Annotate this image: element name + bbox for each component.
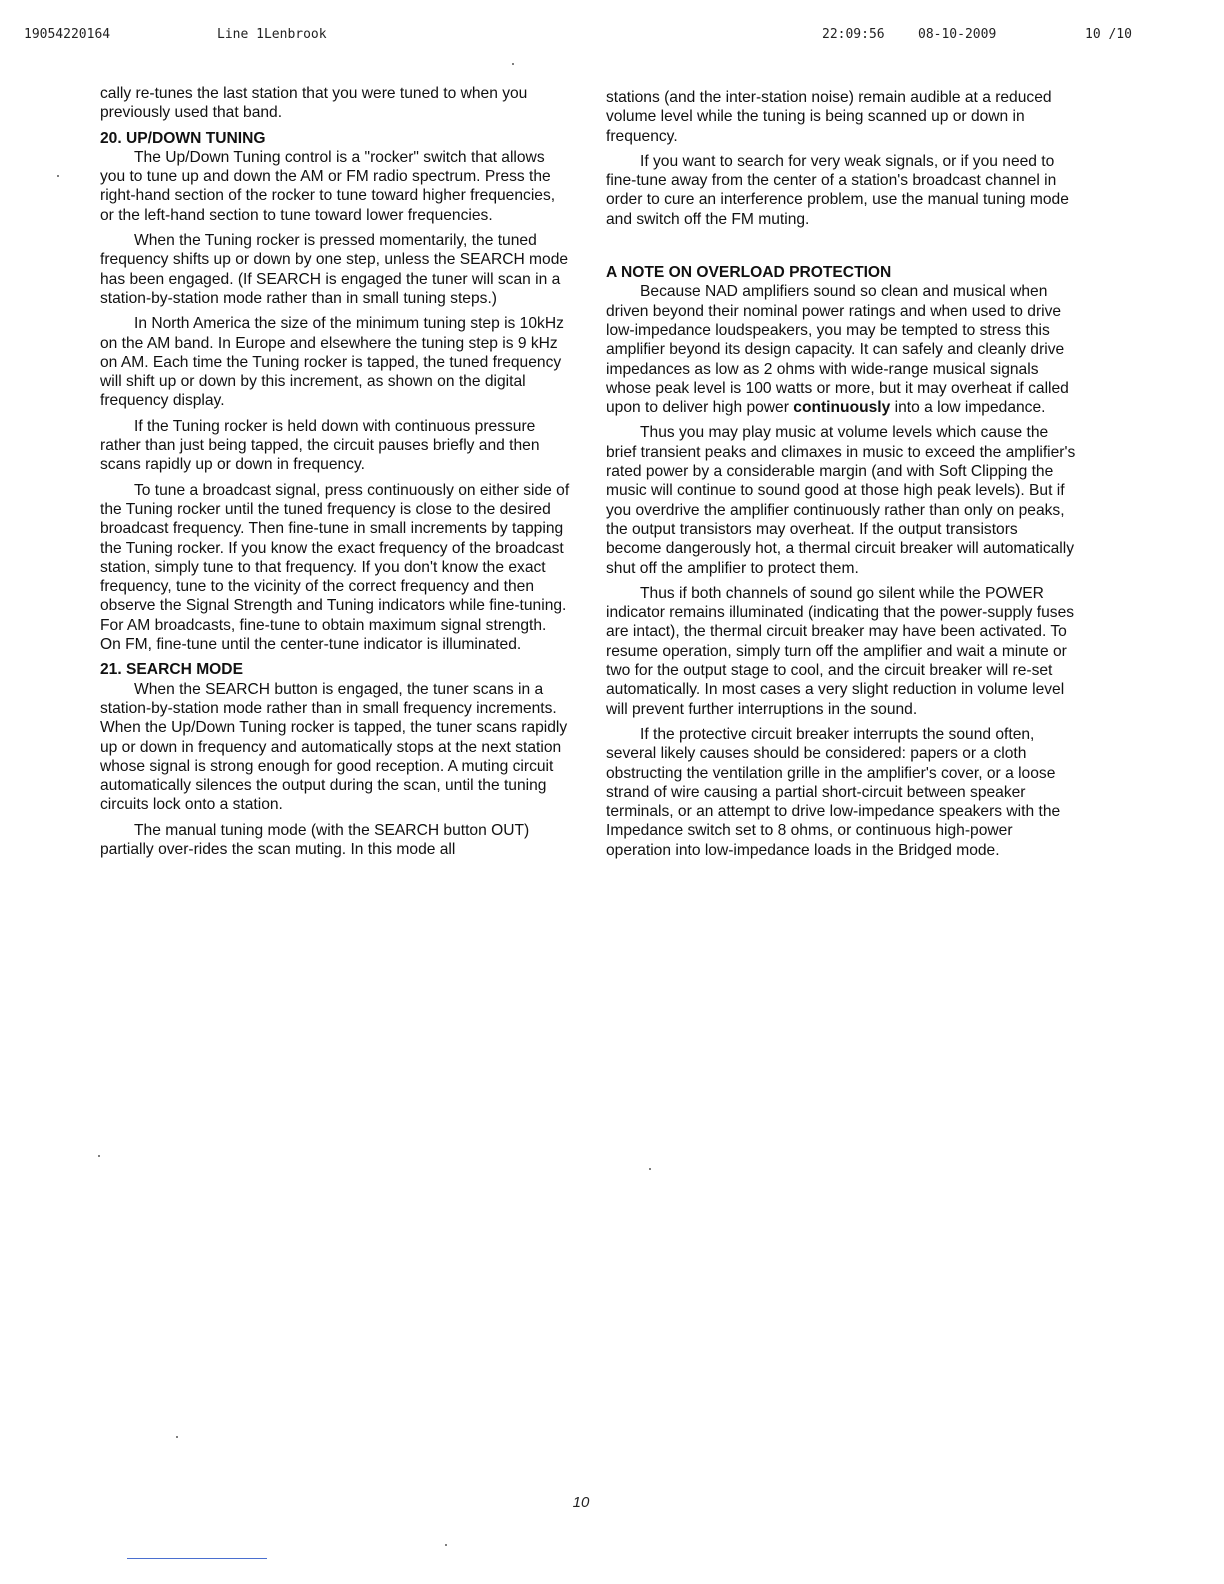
paragraph-overload-2: Thus you may play music at volume levels which cause the brief transient peaks and climaxes in music to exceed the amplifier's rated power by a considerable margin (and with Soft Clipping the music will continue to sound good at those high peak levels). But if you overdrive the amplifier continuously rather than only on peaks, the output transistors may overheat. If the output transistors become dangerously hot, a thermal circuit breaker will automatically shut off the amplifier to protect them. xyxy=(606,424,1076,577)
section-heading-overload-protection: A NOTE ON OVERLOAD PROTECTION xyxy=(606,264,892,282)
overload-1-text-start: Because NAD amplifiers sound so clean and musical when driven beyond their nominal power ratings and when used to drive low-impedance loudspeakers, you may be tempted to stress this amplifier beyond its design capacity. It can safely and cleanly drive impedances as low as 2 ohms with wide-range musical signals whose peak level is 100 watts or more, but it may overheat if called upon to deliver high power xyxy=(606,283,1069,417)
scan-speck xyxy=(98,1155,100,1157)
paragraph-up-down-5: To tune a broadcast signal, press continuously on either side of the Tuning rocker until the tuned frequency is close to the desired broadcast frequency. Then fine-tune in small increments by tapping the Tuning rocker. If you know the exact frequency of the broadcast station, simply tune to that frequency. If you don't know the exact frequency, tune to the vicinity of the correct frequency and then observe the Signal Strength and Tuning indicators while fine-tuning. For AM broadcasts, fine-tune to obtain maximum signal strength. On FM, fine-tune until the center-tune indicator is illuminated. xyxy=(100,481,570,654)
section-heading-search-mode: 21. SEARCH MODE xyxy=(100,661,243,679)
paragraph-up-down-2: When the Tuning rocker is pressed momentarily, the tuned frequency shifts up or down by one step, unless the SEARCH mode has been engaged. (If SEARCH is engaged the tuner will scan in a station-by-station mode rather than in small tuning steps.) xyxy=(100,232,569,307)
scan-speck xyxy=(445,1544,447,1546)
paragraph-intro: cally re-tunes the last station that you were tuned to when you previously used that band. xyxy=(100,85,528,122)
paragraph-up-down-4: If the Tuning rocker is held down with continuous pressure rather than just being tapped, the circuit pauses briefly and then scans rapidly up or down in frequency. xyxy=(100,417,540,474)
fax-sender-number: 19054220164 xyxy=(24,27,111,42)
paragraph-continued-2: If you want to search for very weak signals, or if you need to fine-tune away from the center of a station's broadcast channel in order to cure an interference problem, use the manual tuning mode and switch off the FM muting. xyxy=(606,152,1069,228)
paragraph-overload-3: Thus if both channels of sound go silent while the POWER indicator remains illuminated (indicating that the power-supply fuses are intact), the thermal circuit breaker may have been activated. To resume operation, simply turn off the amplifier and wait a minute or two for the output stage to cool, and the circuit breaker will re-set automatically. In most cases a very slight reduction in volume level will prevent further interruptions in the sound. xyxy=(606,584,1075,718)
paragraph-search-1: When the SEARCH button is engaged, the tuner scans in a station-by-station mode rather than in small frequency increments. When the Up/Down Tuning rocker is tapped, the tuner scans rapidly up or down in frequency and automatically stops at the next station whose signal is strong enough for good reception. A muting circuit automatically silences the output during the scan, until the tuning circuits lock onto a station. xyxy=(100,680,568,814)
scan-speck xyxy=(176,1436,178,1438)
right-column xyxy=(606,88,1076,866)
scan-speck xyxy=(57,175,59,177)
paragraph-overload-1 xyxy=(606,282,1076,417)
left-column xyxy=(100,84,570,865)
paragraph-up-down-1: The Up/Down Tuning control is a "rocker" switch that allows you to tune up and down the AM or FM radio spectrum. Press the right-hand section of the rocker to tune toward higher frequencies, or the left-hand section to tune toward lower frequencies. xyxy=(100,148,556,224)
paragraph-search-2: The manual tuning mode (with the SEARCH button OUT) partially over-rides the scan muting. In this mode all xyxy=(100,821,530,858)
bottom-edge-line xyxy=(127,1558,267,1559)
fax-line-name: Line 1Lenbrook xyxy=(217,27,327,42)
fax-time: 22:09:56 xyxy=(822,27,885,42)
overload-1-emphasis: continuously xyxy=(793,399,891,417)
section-heading-up-down-tuning: 20. UP/DOWN TUNING xyxy=(100,129,266,147)
paragraph-up-down-3: In North America the size of the minimum tuning step is 10kHz on the AM band. In Europe and elsewhere the tuning step is 9 kHz on AM. Each time the Tuning rocker is tapped, the tuned frequency will shift up or down by this increment, as shown on the digital frequency display. xyxy=(100,315,564,410)
scan-speck xyxy=(649,1168,651,1170)
page-number: 10 xyxy=(572,1494,590,1511)
overload-1-text-end: into a low impedance. xyxy=(894,399,1046,417)
scan-speck xyxy=(512,63,514,65)
paragraph-overload-4: If the protective circuit breaker interrupts the sound often, several likely causes should be considered: papers or a cloth obstructing the ventilation grille in the amplifier's cover, or a loose strand of wire causing a partial short-circuit between speaker terminals, or an attempt to drive low-impedance speakers with the Impedance switch set to 8 ohms, or continuous high-power operation into low-impedance loads in the Bridged mode. xyxy=(606,725,1061,859)
fax-header xyxy=(0,27,1224,47)
fax-date: 08-10-2009 xyxy=(918,27,997,42)
paragraph-continued-1: stations (and the inter-station noise) remain audible at a reduced volume level while the tuning is being scanned up or down in frequency. xyxy=(606,89,1052,145)
fax-page-count: 10 /10 xyxy=(1085,27,1132,42)
